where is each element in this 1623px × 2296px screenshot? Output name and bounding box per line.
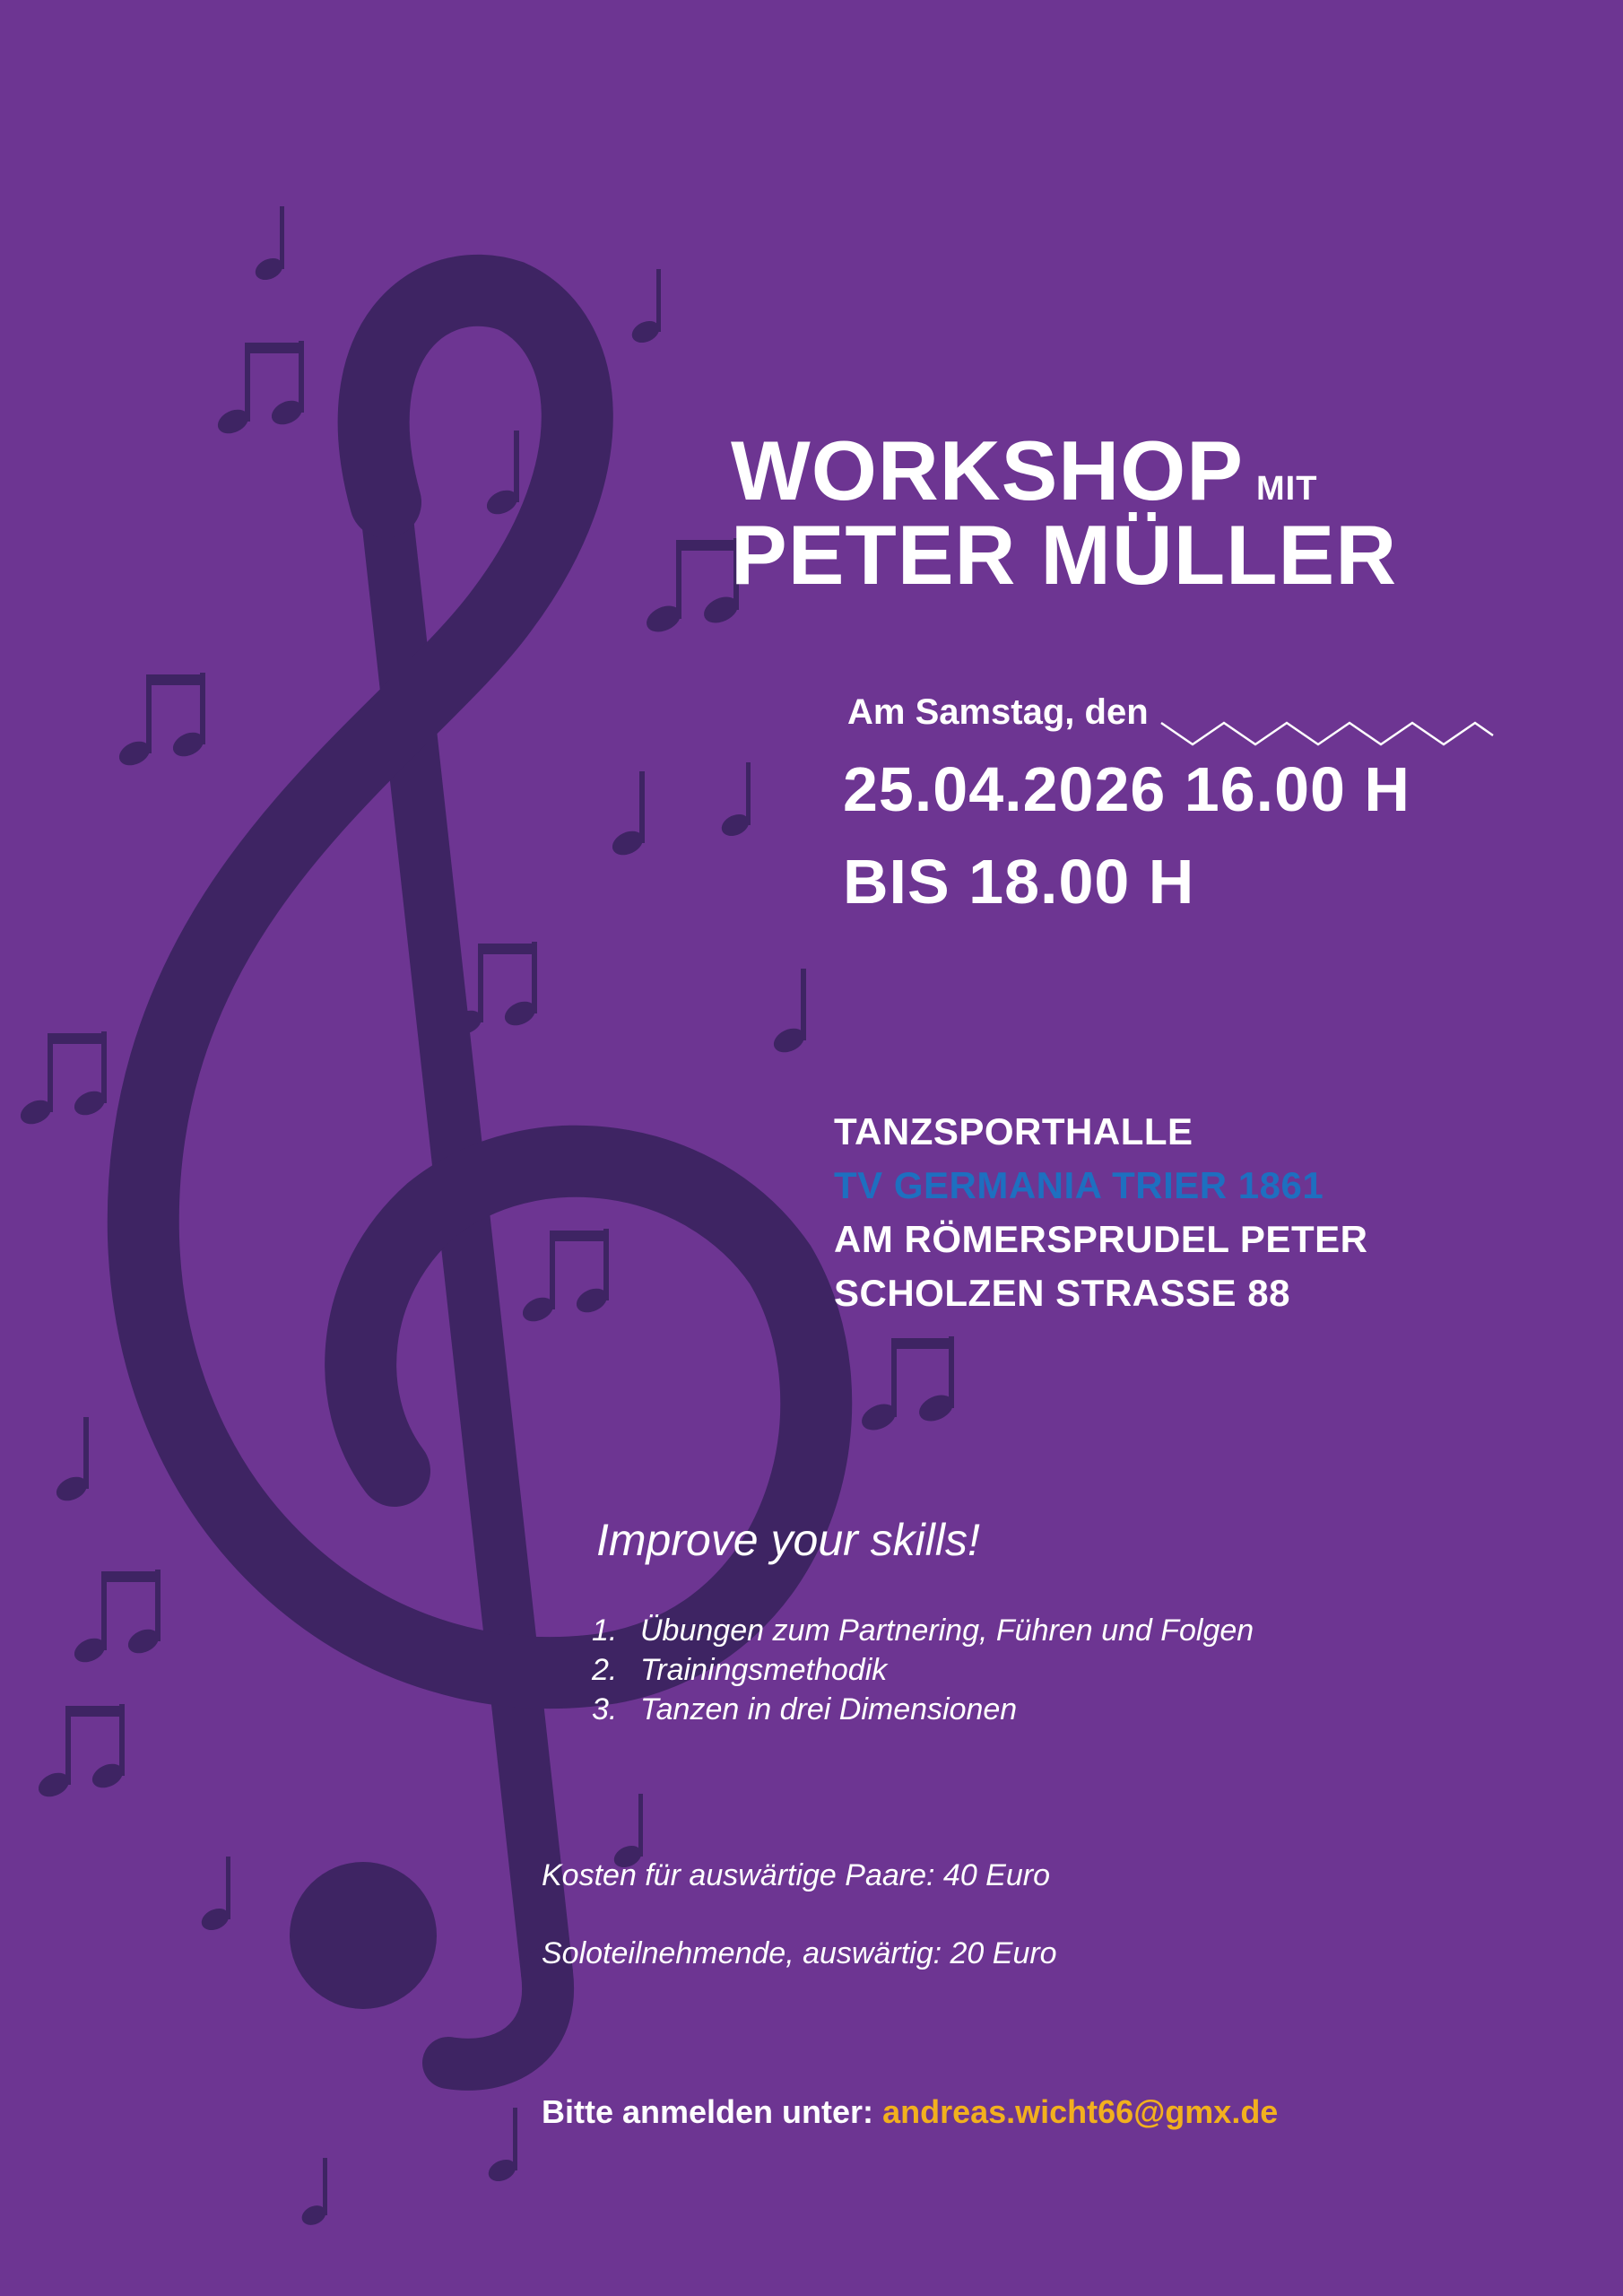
list-item — [592, 1611, 1254, 1650]
event-date-time: 25.04.2026 16.00 H — [843, 754, 1410, 824]
title-line-1: WORKSHOP — [731, 423, 1244, 517]
music-note-icon — [718, 762, 752, 840]
list-item — [592, 1650, 1254, 1690]
list-item-text: Übungen zum Partnering, Führen und Folgen — [640, 1613, 1254, 1648]
title-mit: MIT — [1256, 470, 1318, 508]
registration-line — [542, 2093, 1278, 2131]
list-item-number: 1. — [592, 1613, 618, 1648]
music-note-icon — [857, 1336, 957, 1435]
treble-clef-icon — [143, 291, 816, 2065]
zigzag-decoration — [1161, 723, 1493, 744]
registration-email[interactable]: andreas.wicht66@gmx.de — [882, 2093, 1279, 2130]
venue-line: SCHOLZEN STRASSE 88 — [834, 1272, 1290, 1314]
venue-line: AM RÖMERSPRUDEL PETER — [834, 1218, 1368, 1260]
music-note-icon — [609, 771, 647, 859]
cost-pairs: Kosten für auswärtige Paare: 40 Euro — [542, 1858, 1050, 1892]
venue-line: TANZSPORTHALLE — [834, 1110, 1193, 1152]
music-note-icon — [116, 673, 208, 770]
instructor-name: PETER MÜLLER — [731, 508, 1398, 602]
venue-club: TV GERMANIA TRIER 1861 — [834, 1164, 1324, 1206]
music-note-icon — [198, 1857, 232, 1935]
topics-list — [592, 1611, 1254, 1729]
music-note-icon — [35, 1704, 127, 1801]
music-note-icon — [71, 1570, 163, 1666]
event-end-time: BIS 18.00 H — [843, 847, 1195, 917]
list-item-number: 3. — [592, 1692, 618, 1726]
music-note-icon — [770, 969, 809, 1057]
list-item-text: Tanzen in drei Dimensionen — [640, 1692, 1018, 1726]
music-note-icon — [53, 1417, 91, 1505]
music-note-icon — [299, 2158, 329, 2229]
music-note-icon — [519, 1229, 612, 1326]
list-item — [592, 1690, 1254, 1729]
registration-label: Bitte anmelden unter: — [542, 2093, 874, 2130]
music-note-icon — [485, 2108, 519, 2186]
cost-solo: Soloteilnehmende, auswärtig: 20 Euro — [542, 1936, 1057, 1970]
music-note-icon — [17, 1031, 109, 1128]
music-note-icon — [629, 269, 663, 347]
music-note-icon — [252, 206, 286, 284]
slogan: Improve your skills! — [596, 1515, 980, 1565]
workshop-title — [731, 423, 1318, 517]
music-note-icon — [642, 538, 742, 637]
list-item-text: Trainingsmethodik — [640, 1653, 888, 1687]
music-note-icon — [214, 341, 307, 438]
clef-tail-dot — [290, 1862, 437, 2009]
date-intro: Am Samstag, den — [847, 692, 1149, 732]
list-item-number: 2. — [592, 1653, 618, 1687]
music-note-icon — [483, 430, 522, 518]
